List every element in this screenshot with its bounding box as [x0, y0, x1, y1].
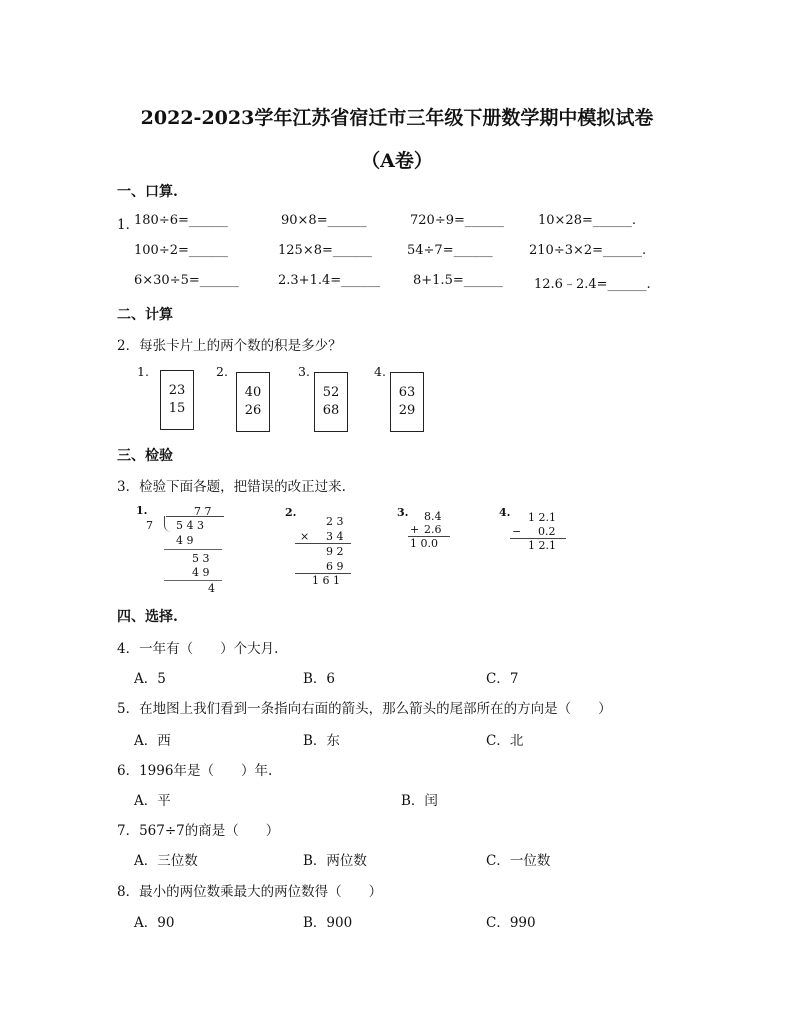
question-stem: 7．567÷7的商是（ ） — [117, 823, 280, 839]
answer-option[interactable]: A．5 — [134, 671, 166, 687]
answer-option[interactable]: C．北 — [486, 733, 524, 749]
card-top-number: 63 — [398, 385, 416, 400]
card-bottom-number: 29 — [398, 403, 416, 418]
answer-option[interactable]: C．7 — [486, 671, 519, 687]
division-dividend: 5 4 3 — [176, 519, 204, 532]
calc-item: 100÷2=______ — [134, 243, 228, 258]
answer-option[interactable]: B．两位数 — [303, 853, 367, 869]
answer-option[interactable]: A．西 — [134, 733, 171, 749]
number-card — [160, 370, 194, 430]
problem-label: 4. — [499, 506, 511, 519]
card-bottom-number: 15 — [168, 401, 186, 416]
answer-option[interactable]: B．闰 — [401, 793, 438, 809]
add-result: 1 0.0 — [410, 537, 438, 550]
section-heading-compute: 二、计算 — [117, 307, 173, 323]
question-3-text: 3．检验下面各题，把错误的改正过来. — [117, 479, 346, 495]
question-stem: 8．最小的两位数乘最大的两位数得（ ） — [117, 884, 383, 900]
add-operand: 8.4 — [424, 510, 442, 523]
division-quotient: 7 7 — [194, 505, 212, 518]
problem-label: 3. — [397, 506, 409, 519]
sub-operand: 0.2 — [538, 525, 556, 538]
division-divisor: 7 — [146, 519, 153, 532]
question-2-text: 2．每张卡片上的两个数的积是多少？ — [117, 338, 342, 354]
section-heading-check: 三、检验 — [117, 448, 173, 464]
question-stem: 4．一年有（ ）个大月. — [117, 641, 279, 657]
answer-option[interactable]: C．990 — [486, 915, 536, 931]
card-top-number: 40 — [244, 385, 262, 400]
section-heading-choice: 四、选择. — [117, 609, 178, 625]
sub-operator: − — [512, 525, 522, 538]
calc-item: 6×30÷5=______ — [134, 273, 239, 288]
division-remainder: 4 — [208, 582, 215, 595]
mult-operand: 3 4 — [326, 530, 344, 543]
answer-option[interactable]: B．900 — [303, 915, 353, 931]
card-bottom-number: 26 — [244, 403, 262, 418]
question-number-1: 1． — [117, 217, 140, 233]
calc-item: 12.6﹣2.4=______. — [534, 277, 651, 292]
mult-partial: 6 9 — [326, 560, 344, 573]
section-heading-oral-calc: 一、口算. — [117, 184, 178, 200]
card-label: 4. — [374, 364, 386, 379]
rule-line — [164, 549, 222, 550]
calc-item: 210÷3×2=______. — [529, 243, 647, 258]
calc-item: 2.3+1.4=______ — [278, 273, 381, 288]
calc-item: 54÷7=______ — [407, 243, 493, 258]
card-label: 2. — [216, 364, 228, 379]
division-bar — [166, 516, 224, 517]
calc-item: 180÷6=______ — [134, 213, 228, 228]
card-bottom-number: 68 — [322, 403, 340, 418]
calc-item: 125×8=______ — [278, 243, 372, 258]
division-step: 5 3 — [192, 552, 210, 565]
problem-label: 2. — [285, 506, 297, 519]
calc-item: 10×28=______. — [538, 213, 637, 228]
mult-result: 1 6 1 — [312, 574, 340, 587]
answer-option[interactable]: A．三位数 — [134, 853, 198, 869]
page-title: 2022-2023学年江苏省宿迁市三年级下册数学期中模拟试卷 — [140, 107, 654, 129]
add-operator: + — [410, 523, 420, 536]
answer-option[interactable]: B．东 — [303, 733, 340, 749]
mult-operand: 2 3 — [326, 515, 344, 528]
division-step: 4 9 — [176, 534, 194, 547]
add-operand: 2.6 — [424, 523, 442, 536]
number-card — [390, 372, 424, 432]
page-subtitle: （A卷） — [361, 150, 433, 172]
number-card — [314, 372, 348, 432]
question-stem: 5．在地图上我们看到一条指向右面的箭头，那么箭头的尾部所在的方向是（ ） — [117, 701, 612, 717]
number-card — [236, 372, 270, 432]
mult-operator: × — [300, 530, 310, 543]
calc-item: 720÷9=______ — [410, 213, 504, 228]
rule-line — [164, 580, 222, 581]
answer-option[interactable]: B．6 — [303, 671, 336, 687]
mult-partial: 9 2 — [326, 545, 344, 558]
card-label: 1. — [137, 364, 149, 379]
problem-label: 1. — [136, 504, 148, 517]
answer-option[interactable]: A．平 — [134, 793, 171, 809]
rule-line — [295, 543, 351, 544]
answer-option[interactable]: C．一位数 — [486, 853, 551, 869]
sub-operand: 1 2.1 — [528, 511, 556, 524]
division-step: 4 9 — [192, 566, 210, 579]
sub-result: 1 2.1 — [528, 539, 556, 552]
card-top-number: 23 — [168, 383, 186, 398]
card-label: 3. — [298, 364, 310, 379]
calc-item: 8+1.5=______ — [413, 273, 503, 288]
calc-item: 90×8=______ — [281, 213, 367, 228]
card-top-number: 52 — [322, 385, 340, 400]
answer-option[interactable]: A．90 — [134, 915, 175, 931]
division-bracket — [164, 516, 171, 532]
question-stem: 6．1996年是（ ）年. — [117, 763, 273, 779]
